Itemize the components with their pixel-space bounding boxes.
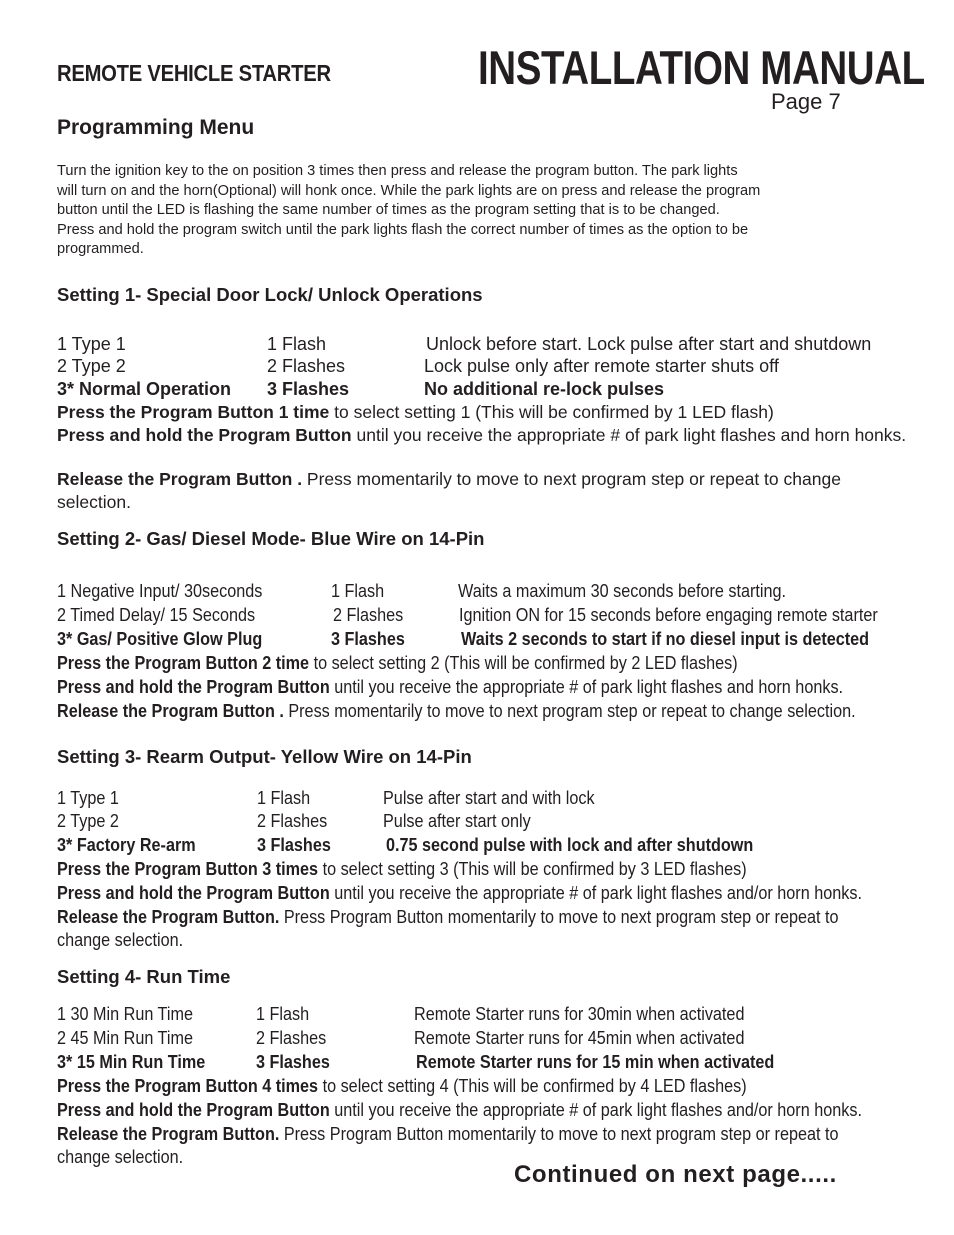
setting-3-flash-3: 3 Flashes xyxy=(257,835,331,855)
setting-2-hold-text: until you receive the appropriate # of park light flashes and horn honks. xyxy=(329,677,844,697)
setting-2-press-instruction xyxy=(57,653,738,674)
setting-1-desc-2: Lock pulse only after remote starter shuts off xyxy=(424,356,779,376)
setting-4-hold-text: until you receive the appropriate # of park light flashes and/or horn honks. xyxy=(329,1100,862,1120)
setting-4-flash-2: 2 Flashes xyxy=(256,1028,327,1048)
setting-3-release-text: Press Program Button momentarily to move to next program step or repeat to xyxy=(279,907,839,927)
setting-3-desc-2: Pulse after start only xyxy=(383,811,531,831)
setting-3-title: Setting 3- Rearm Output- Yellow Wire on 14-Pin xyxy=(57,746,472,767)
setting-4-release-instruction xyxy=(57,1124,839,1145)
setting-2-desc-1: Waits a maximum 30 seconds before starting. xyxy=(458,581,787,601)
setting-2-release-text: Press momentarily to move to next program step or repeat to change selection. xyxy=(283,701,856,721)
manual-title: INSTALLATION MANUAL xyxy=(478,41,925,94)
setting-2-option-3: 3* Gas/ Positive Glow Plug xyxy=(57,629,263,649)
setting-4-desc-2: Remote Starter runs for 45min when activated xyxy=(414,1028,745,1048)
setting-3-press-bold: Press the Program Button 3 times xyxy=(57,859,319,879)
intro-line: programmed. xyxy=(57,241,144,258)
setting-4-hold-bold: Press and hold the Program Button xyxy=(57,1100,330,1120)
setting-2-press-bold: Press the Program Button 2 time xyxy=(57,653,310,673)
setting-1-option-3: 3* Normal Operation xyxy=(57,379,232,399)
setting-3-option-3: 3* Factory Re-arm xyxy=(57,835,196,855)
setting-3-hold-text: until you receive the appropriate # of park light flashes and/or horn honks. xyxy=(329,883,862,903)
setting-3-hold-bold: Press and hold the Program Button xyxy=(57,883,330,903)
setting-1-desc-3: No additional re-lock pulses xyxy=(424,379,665,399)
setting-1-hold-bold: Press and hold the Program Button xyxy=(57,425,352,445)
setting-3-hold-instruction xyxy=(57,883,862,904)
setting-1-release-bold: Release the Program Button . xyxy=(57,469,303,489)
setting-4-option-1: 1 30 Min Run Time xyxy=(57,1004,193,1024)
setting-3-release-bold: Release the Program Button. xyxy=(57,907,280,927)
setting-4-press-instruction xyxy=(57,1076,747,1097)
setting-1-flash-3: 3 Flashes xyxy=(267,379,350,399)
setting-2-release-bold: Release the Program Button . xyxy=(57,701,284,721)
setting-3-release-instruction xyxy=(57,907,839,928)
setting-4-release-text: Press Program Button momentarily to move to next program step or repeat to xyxy=(279,1124,839,1144)
setting-1-release-instruction xyxy=(57,468,877,513)
setting-4-option-2: 2 45 Min Run Time xyxy=(57,1028,193,1048)
setting-3-option-2: 2 Type 2 xyxy=(57,811,119,831)
setting-3-option-1: 1 Type 1 xyxy=(57,788,119,808)
setting-4-flash-3: 3 Flashes xyxy=(256,1052,330,1072)
setting-1-option-1: 1 Type 1 xyxy=(57,334,126,354)
setting-2-flash-3: 3 Flashes xyxy=(331,629,405,649)
setting-3-release-continued: change selection. xyxy=(57,930,184,950)
setting-2-title: Setting 2- Gas/ Diesel Mode- Blue Wire on 14-Pin xyxy=(57,528,485,549)
setting-1-title: Setting 1- Special Door Lock/ Unlock Operations xyxy=(57,284,483,305)
setting-1-press-bold: Press the Program Button 1 time xyxy=(57,402,330,422)
section-title-programming-menu: Programming Menu xyxy=(57,116,255,139)
continued-notice: Continued on next page..... xyxy=(514,1161,837,1188)
intro-paragraph xyxy=(57,162,907,260)
setting-4-option-3: 3* 15 Min Run Time xyxy=(57,1052,206,1072)
setting-1-option-2: 2 Type 2 xyxy=(57,356,126,376)
setting-3-desc-3: 0.75 second pulse with lock and after shutdown xyxy=(386,835,754,855)
setting-4-flash-1: 1 Flash xyxy=(256,1004,310,1024)
setting-1-release-text: Press momentarily to move to next program step or repeat to change selection. xyxy=(57,469,841,512)
setting-3-press-instruction xyxy=(57,859,747,880)
setting-2-hold-bold: Press and hold the Program Button xyxy=(57,677,330,697)
setting-2-release-instruction xyxy=(57,701,856,722)
setting-4-release-bold: Release the Program Button. xyxy=(57,1124,280,1144)
setting-1-flash-2: 2 Flashes xyxy=(267,356,346,376)
setting-4-press-bold: Press the Program Button 4 times xyxy=(57,1076,319,1096)
setting-4-release-continued: change selection. xyxy=(57,1147,184,1167)
setting-2-option-1: 1 Negative Input/ 30seconds xyxy=(57,581,263,601)
intro-line: Press and hold the program switch until the park lights flash the correct number of times as the option to be xyxy=(57,221,749,238)
setting-4-desc-3: Remote Starter runs for 15 min when activated xyxy=(416,1052,775,1072)
setting-2-flash-2: 2 Flashes xyxy=(333,605,404,625)
setting-4-desc-1: Remote Starter runs for 30min when activated xyxy=(414,1004,745,1024)
setting-3-flash-2: 2 Flashes xyxy=(257,811,328,831)
intro-line: button until the LED is flashing the same number of times as the program setting that is to be changed. xyxy=(57,202,720,219)
setting-2-flash-1: 1 Flash xyxy=(331,581,385,601)
setting-4-hold-instruction xyxy=(57,1100,862,1121)
setting-4-title: Setting 4- Run Time xyxy=(57,966,231,987)
setting-3-flash-1: 1 Flash xyxy=(257,788,311,808)
setting-2-hold-instruction xyxy=(57,677,843,698)
setting-2-option-2: 2 Timed Delay/ 15 Seconds xyxy=(57,605,256,625)
setting-1-flash-1: 1 Flash xyxy=(267,334,327,354)
setting-2-desc-3: Waits 2 seconds to start if no diesel input is detected xyxy=(461,629,870,649)
setting-1-hold-instruction xyxy=(57,424,907,447)
intro-line: will turn on and the horn(Optional) will honk once. While the park lights are on press and release the program xyxy=(57,182,761,199)
setting-1-hold-text: until you receive the appropriate # of park light flashes and horn honks. xyxy=(351,425,907,445)
setting-1-desc-1: Unlock before start. Lock pulse after start and shutdown xyxy=(426,334,872,354)
setting-1-press-instruction xyxy=(57,401,907,424)
header-product-name: REMOTE VEHICLE STARTER xyxy=(57,60,331,86)
setting-2-press-text: to select setting 2 (This will be confirmed by 2 LED flashes) xyxy=(309,653,738,673)
intro-line: Turn the ignition key to the on position 3 times then press and release the program button. The park lights xyxy=(57,163,738,179)
setting-2-desc-2: Ignition ON for 15 seconds before engaging remote starter xyxy=(459,605,878,625)
page-number: Page 7 xyxy=(771,89,841,114)
setting-3-desc-1: Pulse after start and with lock xyxy=(383,788,595,808)
setting-1-press-text: to select setting 1 (This will be confirmed by 1 LED flash) xyxy=(329,402,774,422)
setting-4-press-text: to select setting 4 (This will be confirmed by 4 LED flashes) xyxy=(318,1076,747,1096)
setting-3-press-text: to select setting 3 (This will be confirmed by 3 LED flashes) xyxy=(318,859,747,879)
